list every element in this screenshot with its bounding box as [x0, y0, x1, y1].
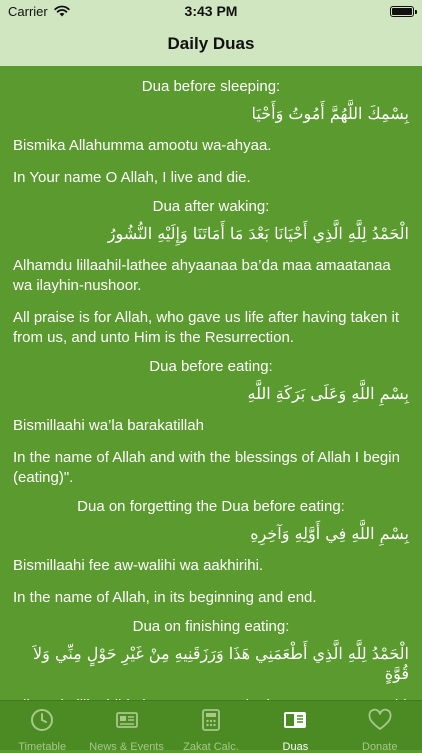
dua-translation: In Your name O Allah, I live and die. — [13, 169, 251, 186]
tab-label: News & Events — [89, 741, 164, 753]
dua-translation: In the name of Allah and with the blessings of Allah I begin (eating)". — [13, 449, 400, 486]
dua-transliteration: Bismillaahi wa’la barakatillah — [13, 417, 204, 434]
dua-heading: Dua before eating: — [149, 358, 273, 375]
top-bar — [0, 0, 422, 66]
dua-heading: Dua after waking: — [152, 198, 270, 215]
tab-news-events[interactable] — [85, 701, 169, 753]
tab-label: Zakat Calc. — [183, 741, 239, 753]
dua-section-before-eating — [13, 358, 409, 488]
status-time: 3:43 PM — [184, 3, 238, 19]
dua-section-sleeping — [13, 78, 409, 188]
dua-arabic: بِسْمِ اللَّهِ وَعَلَى بَرَكَةِ اللَّهِ — [247, 384, 409, 403]
battery-icon — [390, 6, 414, 17]
dua-arabic: بِسْمِ اللَّهِ فِي أَوَّلِهِ وَآخِرِهِ — [250, 524, 409, 543]
clock-icon — [29, 707, 55, 733]
dua-section-forgetting — [13, 498, 409, 608]
dua-transliteration: Alhamdu lillaahil-lathee ahyaanaa ba’da maa amaatanaa wa ilayhin-nushoor. — [13, 257, 391, 294]
tab-timetable[interactable] — [0, 701, 84, 753]
tab-label: Donate — [362, 741, 398, 753]
carrier-label: Carrier — [8, 3, 48, 19]
tab-duas[interactable] — [253, 701, 337, 753]
dua-heading: Dua on finishing eating: — [132, 618, 290, 635]
tab-donate[interactable] — [338, 701, 422, 753]
dua-translation: In the name of Allah, in its beginning and end. — [13, 589, 317, 606]
newspaper-icon — [114, 707, 140, 733]
tab-bar — [0, 700, 422, 753]
tab-zakat-calc[interactable] — [169, 701, 253, 753]
dua-heading: Dua on forgetting the Dua before eating: — [77, 498, 345, 515]
tab-label: Timetable — [18, 741, 67, 753]
heart-icon — [367, 707, 393, 733]
dua-arabic: الْحَمْدُ لِلَّهِ الَّذِي أَطْعَمَنِي هَذَا وَرَزَقَنِيهِ مِنْ غَيْرِ حَوْلٍ مِنِّي وَلاَ قُوَّةٍ — [33, 644, 409, 683]
duas-list[interactable] — [0, 66, 422, 700]
calculator-icon — [198, 707, 224, 733]
tab-label: Duas — [282, 741, 309, 753]
dua-transliteration: Bismillaahi fee aw-walihi wa aakhirihi. — [13, 557, 264, 574]
dua-transliteration: Bismika Allahumma amootu wa-ahyaa. — [13, 137, 272, 154]
book-icon — [282, 707, 308, 733]
dua-section-waking — [13, 198, 409, 348]
dua-translation: All praise is for Allah, who gave us life after having taken it from us, and unto Him is the Resurrection. — [13, 309, 400, 346]
dua-heading: Dua before sleeping: — [141, 78, 281, 95]
dua-arabic: الْحَمْدُ لِلَّهِ الَّذِي أَحْيَانَا بَعْدَ مَا أَمَاتَنَا وَإِلَيْهِ النُّشُورُ — [107, 224, 409, 243]
dua-arabic: بِسْمِكَ اللَّهُمَّ أَمُوتُ وَأَحْيَا — [251, 104, 409, 123]
page-title: Daily Duas — [167, 34, 255, 53]
status-bar — [0, 0, 422, 22]
